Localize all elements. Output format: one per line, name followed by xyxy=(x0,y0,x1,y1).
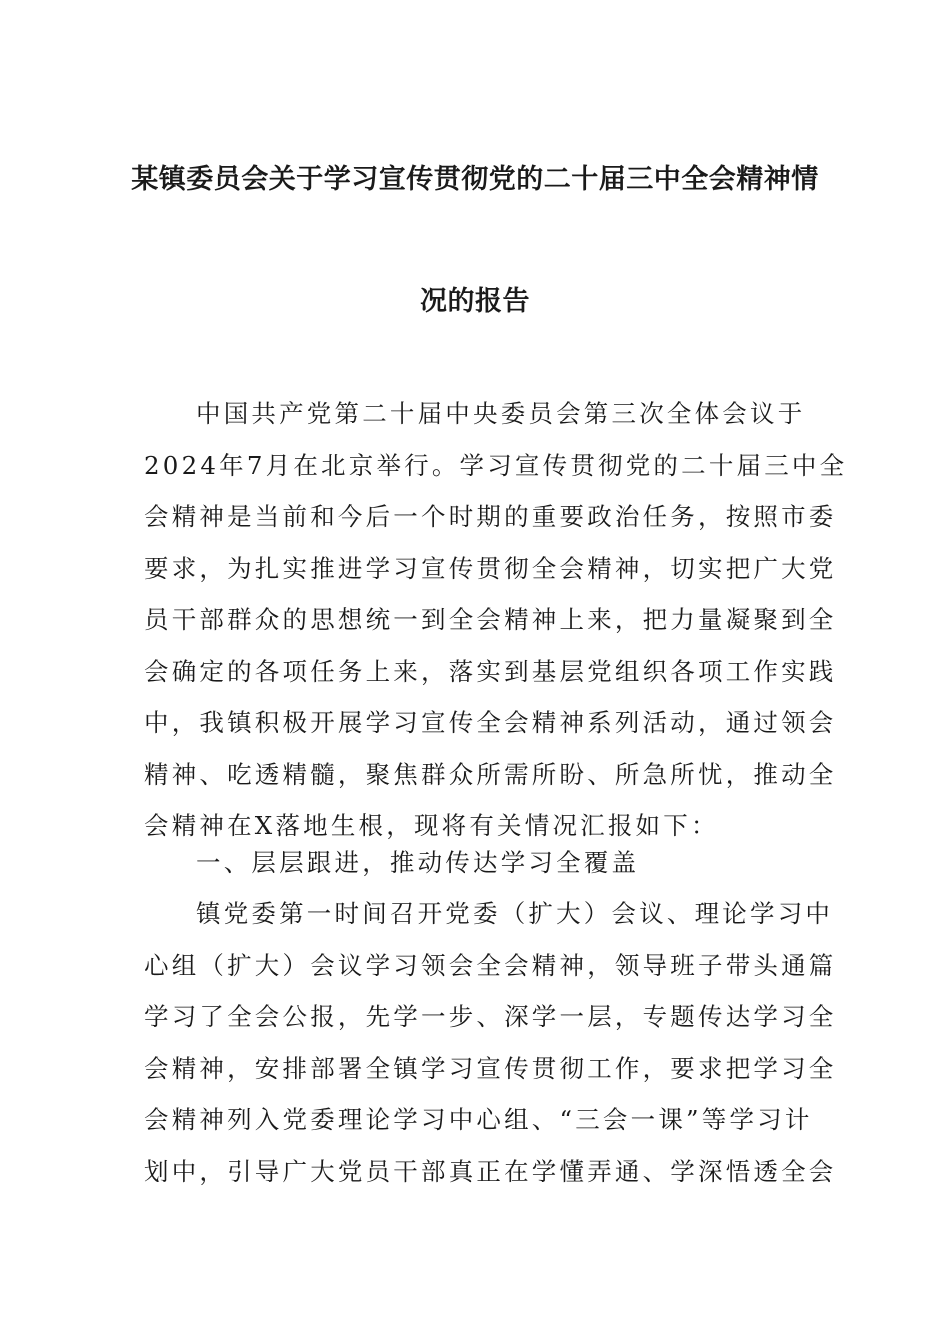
paragraph-line: 会确定的各项任务上来，落实到基层党组织各项工作实践 xyxy=(144,656,837,686)
intro-paragraph xyxy=(144,388,848,852)
paragraph-line: 精神、吃透精髓，聚焦群众所需所盼、所急所忧，推动全 xyxy=(144,759,837,789)
paragraph-line: 2024年7月在北京举行。学习宣传贯彻党的二十届三中全 xyxy=(144,450,848,480)
paragraph-line: 学习了全会公报，先学一步、深学一层，专题传达学习全 xyxy=(144,1002,837,1031)
paragraph-line: 划中，引导广大党员干部真正在学懂弄通、学深悟透全会 xyxy=(144,1156,837,1186)
paragraph-line: 会精神，安排部署全镇学习宣传贯彻工作，要求把学习全 xyxy=(144,1053,837,1083)
paragraph-line: 中国共产党第二十届中央委员会第三次全体会议于 xyxy=(196,399,806,428)
paragraph-line: 员干部群众的思想统一到全会精神上来，把力量凝聚到全 xyxy=(144,605,837,634)
section-heading xyxy=(144,837,810,889)
paragraph-line: 心组（扩大）会议学习领会全会精神，领导班子带头通篇 xyxy=(144,950,837,980)
paragraph-line: 会精神列入党委理论学习中心组、“三会一课”等学习计 xyxy=(144,1105,813,1134)
paragraph-line: 会精神是当前和今后一个时期的重要政治任务，按照市委 xyxy=(144,502,837,531)
paragraph-line: 会精神在X落地生根，现将有关情况汇报如下： xyxy=(144,811,719,840)
section-heading-text: 一、层层跟进，推动传达学习全覆盖 xyxy=(196,848,640,877)
paragraph-line: 中，我镇积极开展学习宣传全会精神系列活动，通过领会 xyxy=(144,708,837,737)
section-paragraph xyxy=(144,888,837,1197)
paragraph-line: 要求，为扎实推进学习宣传贯彻全会精神，切实把广大党 xyxy=(144,553,837,583)
paragraph-line: 镇党委第一时间召开党委（扩大）会议、理论学习中 xyxy=(196,899,834,928)
document-title-line-1: 某镇委员会关于学习宣传贯彻党的二十届三中全会精神情 xyxy=(131,164,819,195)
document-title-line-2: 况的报告 xyxy=(420,286,530,317)
